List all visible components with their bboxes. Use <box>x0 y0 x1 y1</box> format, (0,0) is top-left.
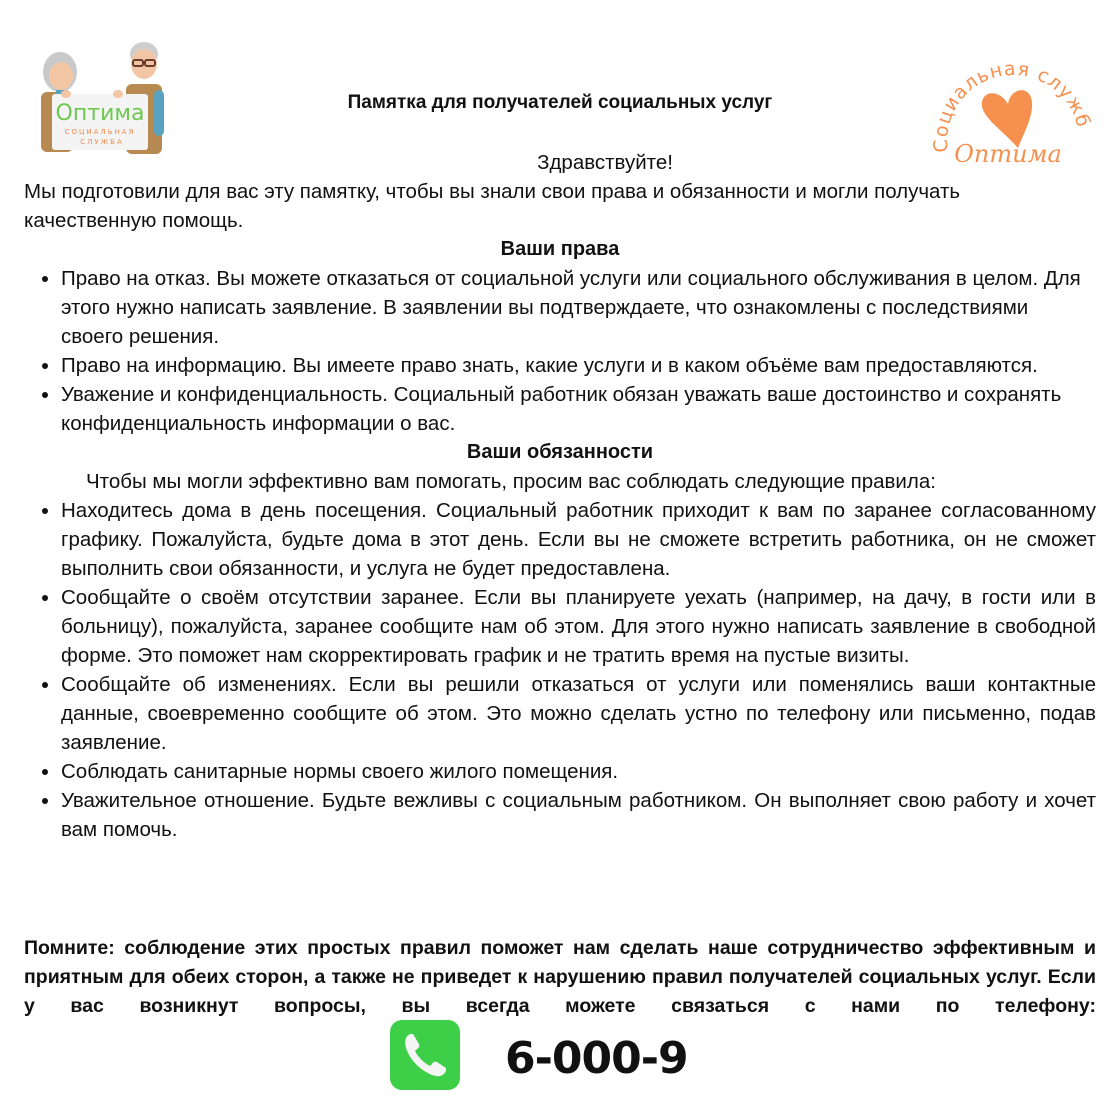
greeting: Здравствуйте! <box>537 151 673 174</box>
duties-item: • Соблюдать санитарные нормы своего жилого помещения. <box>61 757 1096 786</box>
rights-item: • Уважение и конфиденциальность. Социальный работник обязан уважать ваше достоинство и сохранять конфиденциальность информации о вас. <box>61 380 1096 438</box>
phone-icon[interactable] <box>390 1020 460 1090</box>
reminder-text: Помните: соблюдение этих простых правил поможет нам сделать наше сотрудничество эффективным и приятным для обеих сторон, а также не приведет к нарушению правил получателей социальных услуг. Если у вас возникнут вопросы, вы всегда можете связаться с нами по телефону: <box>24 937 1096 1017</box>
logo-left-name: Оптима <box>55 101 145 126</box>
duties-list <box>24 496 1096 844</box>
phone-handset-icon <box>390 1020 460 1090</box>
duties-item: • Находитесь дома в день посещения. Социальный работник приходит к вам по заранее согласованному графику. Пожалуйста, будьте дома в этот день. Если вы не сможете встретить работника, он не сможет выполнить свои обязанности, и услуга не будет предоставлена. <box>61 496 1096 583</box>
rights-heading: Ваши права <box>500 238 620 260</box>
rights-item: • Право на информацию. Вы имеете право знать, какие услуги и в каком объёме вам предоставляются. <box>61 351 1096 380</box>
logo-right-arc-text: Социальная служб <box>929 57 1095 154</box>
duties-heading: Ваши обязанности <box>466 441 654 463</box>
document-body <box>24 148 1096 844</box>
duties-item: • Уважительное отношение. Будьте вежливы с социальным работником. Он выполняет свою работу и хочет вам помочь. <box>61 786 1096 844</box>
intro-text: Мы подготовили для вас эту памятку, чтобы вы знали свои права и обязанности и могли получать качественную помощь. <box>24 180 961 232</box>
logo-left-subtitle-1: СОЦИАЛЬНАЯ <box>64 128 136 136</box>
duties-lead: Чтобы мы могли эффективно вам помогать, просим вас соблюдать следующие правила: <box>86 470 936 493</box>
rights-list <box>24 264 1096 438</box>
page-title: Памятка для получателей социальных услуг <box>347 92 773 113</box>
logo-right-script: Оптима <box>954 140 1062 168</box>
logo-left-subtitle-2: СЛУЖБА <box>80 138 124 146</box>
rights-item: • Право на отказ. Вы можете отказаться от социальной услуги или социального обслуживания в целом. Для этого нужно написать заявление. В заявлении вы подтверждаете, что ознакомлены с последствиями своего решения. <box>61 264 1096 351</box>
duties-item: • Сообщайте о своём отсутствии заранее. Если вы планируете уехать (например, на дачу, в гости или в больницу), пожалуйста, заранее сообщите нам об этом. Для этого нужно написать заявление в свободной форме. Это поможет нам скорректировать график и не тратить время на пустые визиты. <box>61 583 1096 670</box>
duties-item: • Сообщайте об изменениях. Если вы решили отказаться от услуги или поменялись ваши контактные данные, своевременно сообщите об этом. Это можно сделать устно по телефону или письменно, подав заявление. <box>61 670 1096 757</box>
phone-number[interactable]: 6-000-9 <box>505 1033 688 1084</box>
